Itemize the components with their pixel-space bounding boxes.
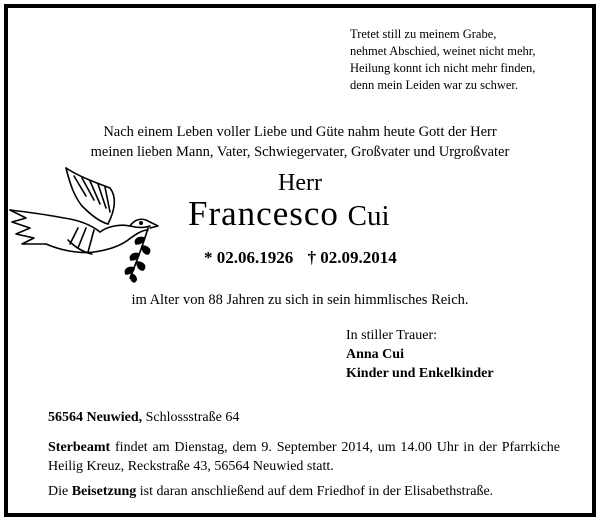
- address-street: Schlossstraße 64: [145, 410, 240, 425]
- honorific: Herr: [278, 170, 322, 196]
- mourning-heading: In stiller Trauer:: [346, 328, 437, 343]
- funeral-text: findet am Dienstag, dem 9. September 2014, um 14.00 Uhr in der Pfarrkiche Heilig Kreuz, Reckstraße 43, 56564 Neuwied statt.: [48, 440, 560, 474]
- life-dates: [204, 248, 407, 268]
- poem-line: Tretet still zu meinem Grabe,: [350, 27, 497, 41]
- birth-date: * 02.06.1926: [204, 248, 294, 267]
- poem-line: nehmet Abschied, weinet nicht mehr,: [350, 44, 536, 58]
- intro-line-1: Nach einem Leben voller Liebe und Güte nahm heute Gott der Herr: [103, 124, 497, 140]
- burial-text: ist daran anschließend auf dem Friedhof in der Elisabethstraße.: [139, 484, 494, 499]
- burial-label: Beisetzung: [71, 484, 137, 499]
- last-name: Cui: [347, 200, 390, 232]
- first-name: Francesco: [188, 194, 339, 233]
- poem-line: denn mein Leiden war zu schwer.: [350, 78, 518, 92]
- address: [48, 410, 239, 426]
- burial-paragraph: [48, 482, 560, 501]
- age-text: im Alter von 88 Jahren zu sich in sein himmlisches Reich.: [131, 292, 469, 308]
- death-date: † 02.09.2014: [307, 248, 397, 267]
- funeral-label: Sterbeamt: [48, 440, 111, 455]
- burial-prefix: Die: [48, 484, 69, 499]
- intro-line-2: meinen lieben Mann, Vater, Schwiegervater, Großvater und Urgroßvater: [90, 144, 510, 160]
- address-city: 56564 Neuwied,: [48, 410, 143, 425]
- obituary-frame: [4, 4, 596, 517]
- mourner-name: Anna Cui: [346, 347, 404, 362]
- funeral-paragraph: [48, 438, 560, 476]
- poem: [350, 26, 536, 94]
- poem-line: Heilung konnt ich nicht mehr finden,: [350, 61, 536, 75]
- deceased-name: [188, 194, 390, 236]
- obituary-content: [8, 8, 592, 513]
- mourner-family: Kinder und Enkelkinder: [346, 366, 494, 381]
